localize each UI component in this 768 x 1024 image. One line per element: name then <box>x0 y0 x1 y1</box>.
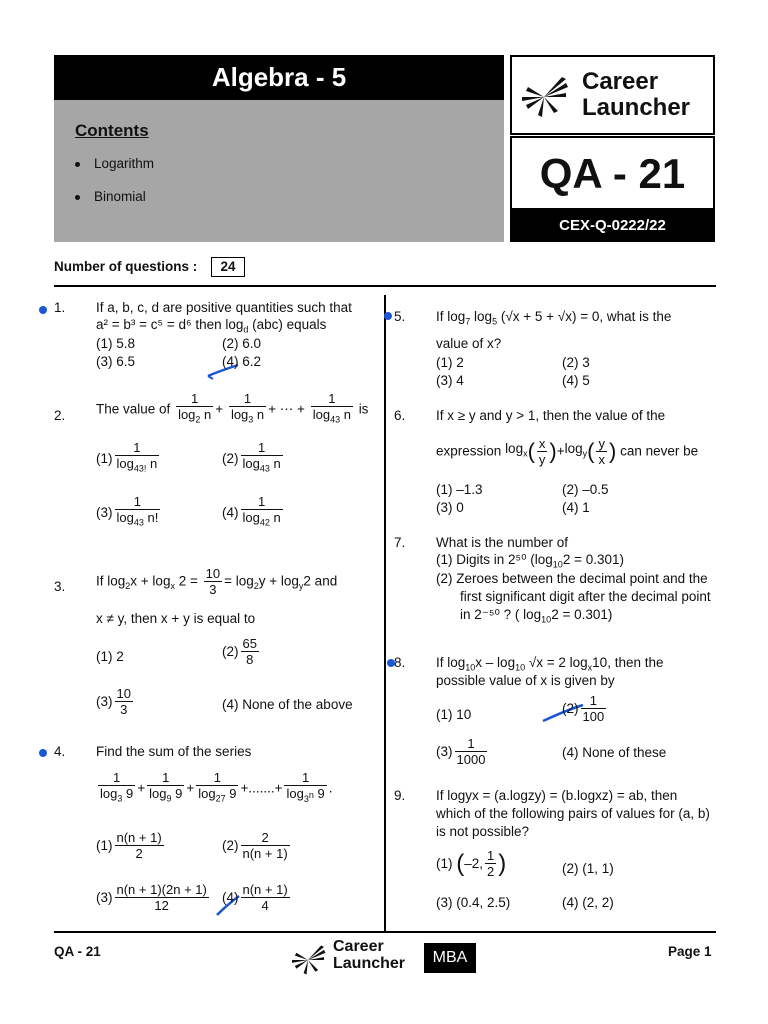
q8-line2: possible value of x is given by <box>436 673 615 688</box>
q3-option-1: (1) 2 <box>96 649 124 664</box>
q2-option-3: (3) $\frac{1}{\log_{43} n!}$ <box>96 494 162 531</box>
q5-option-2: (2) 3 <box>562 355 590 370</box>
mark-dot <box>39 749 47 757</box>
q6-option-1: (1) –1.3 <box>436 482 483 497</box>
footer-page-number: Page 1 <box>668 944 712 959</box>
q1-number: 1. <box>54 300 66 315</box>
q8-number: 8. <box>394 655 406 670</box>
q1-option-2: (2) 6.0 <box>222 336 262 351</box>
q4-line1: Find the sum of the series <box>96 744 252 759</box>
q4-option-3: (3) $\frac{n(n + 1)(2n + 1)}{12}$ <box>96 882 207 913</box>
contents-item-binomial: Binomial <box>75 189 146 204</box>
q1-line1: If a, b, c, d are positive quantities such that <box>96 300 352 315</box>
q6-option-2: (2) –0.5 <box>562 482 609 497</box>
q5-option-4: (4) 5 <box>562 373 590 388</box>
footer-divider <box>54 931 716 933</box>
q5-number: 5. <box>394 309 406 324</box>
q9-line2: which of the following pairs of values for (a, b) <box>436 806 710 821</box>
brand-logo-box <box>510 55 715 135</box>
brand-line-1: Career <box>582 68 659 95</box>
q2-stem: The value of $\frac{1}{\log_2 n}$ + $\frac{1}{\log_3 n}$ + ⋯ + $\frac{1}{\log_{43} n}$ is <box>96 391 376 428</box>
q5-line2: value of x? <box>436 336 502 351</box>
q9-option-3: (3) (0.4, 2.5) <box>436 895 511 910</box>
num-questions-label: Number of questions : <box>54 259 198 274</box>
contents-heading: Contents <box>75 121 149 140</box>
q8-option-3: (3) $\frac{1}{1000}$ <box>436 736 486 767</box>
q4-number: 4. <box>54 744 66 759</box>
q4-option-1: (1) $\frac{n(n + 1)}{2}$ <box>96 830 162 861</box>
contents-item-logarithm: Logarithm <box>75 156 154 171</box>
page-title: Algebra - 5 <box>54 55 504 100</box>
q3-number: 3. <box>54 579 66 594</box>
q3-option-4: (4) None of the above <box>222 697 353 712</box>
q6-line2: expression $\log_x$( $\frac{x}{y}$ )$+\log_y$( $\frac{y}{x}$ ) can never be <box>436 436 699 467</box>
qa-code: QA - 21 <box>510 136 715 210</box>
q1-line2: a² = b³ = c⁵ = d⁶ then $\log_d (abc)$ equals <box>96 317 327 335</box>
footer-qa-code: QA - 21 <box>54 944 101 959</box>
q4-option-4: (4) $\frac{n(n + 1)}{4}$ <box>222 882 288 913</box>
q2-option-1: (1) $\frac{1}{\log_{43!} n}$ <box>96 440 161 477</box>
q7-part1: (1) Digits in 2⁵⁰ $(\log_{10}2 = 0.301)$ <box>436 552 624 570</box>
footer-mba-tag: MBA <box>424 943 476 973</box>
q5-line1: If $\log_7 \log_5 (√x + 5 + √x) = 0$, what is the <box>436 309 672 327</box>
q9-line3: is not possible? <box>436 824 530 839</box>
paper-code: CEX-Q-0222/22 <box>510 210 715 242</box>
q8-option-4: (4) None of these <box>562 745 667 760</box>
q3-line2: x ≠ y, then x + y is equal to <box>96 611 256 626</box>
mark-dot <box>384 312 392 320</box>
q7-part2-line2: first significant digit after the decimal point <box>460 589 711 604</box>
q6-option-4: (4) 1 <box>562 500 590 515</box>
q8-option-2: (2) $\frac{1}{100}$ <box>562 693 605 724</box>
q7-part2-line3: in 2⁻⁵⁰ ? ( $\log_{10}2 = 0.301$) <box>460 607 613 625</box>
q7-line1: What is the number of <box>436 535 569 550</box>
q9-option-2: (2) (1, 1) <box>562 861 614 876</box>
q9-option-1: (1) (–2, $\frac{1}{2}$ ) <box>436 848 507 879</box>
brand-line-2: Launcher <box>582 94 691 121</box>
q1-option-4: (4) 6.2 <box>222 354 262 369</box>
q1-option-1: (1) 5.8 <box>96 336 136 351</box>
q3-option-2: (2) $\frac{65}{8}$ <box>222 636 257 667</box>
mark-dot <box>39 306 47 314</box>
q6-line1: If x ≥ y and y > 1, then the value of the <box>436 408 666 423</box>
q4-option-2: (2) $\frac{2}{n(n + 1)}$ <box>222 830 288 861</box>
footer-brand-line-1: Career <box>333 938 384 955</box>
q9-option-4: (4) (2, 2) <box>562 895 614 910</box>
q7-number: 7. <box>394 535 406 550</box>
q3-line1: If $\log_2x + \log_x 2$ = $\frac{10}{3}$ = $\log_2y + \log_y2$ and <box>96 566 338 597</box>
top-divider <box>54 285 716 287</box>
career-launcher-logo-icon <box>518 75 570 119</box>
q8-line1: If $\log_{10}x - \log_{10} √x = 2$ $\log_x10$, then the <box>436 655 664 673</box>
q5-option-1: (1) 2 <box>436 355 464 370</box>
q9-number: 9. <box>394 788 406 803</box>
q2-option-2: (2) $\frac{1}{\log_{43} n}$ <box>222 440 285 477</box>
q1-option-3: (3) 6.5 <box>96 354 136 369</box>
footer-brand-line-2: Launcher <box>333 955 406 972</box>
q8-option-1: (1) 10 <box>436 707 472 722</box>
q9-line1: If logyx = (a.logzy) = (b.logxz) = ab, then <box>436 788 678 803</box>
q2-option-4: (4) $\frac{1}{\log_{42} n}$ <box>222 494 285 531</box>
q6-option-3: (3) 0 <box>436 500 464 515</box>
q6-number: 6. <box>394 408 406 423</box>
num-questions-value: 24 <box>211 257 245 277</box>
q7-part2-line1: (2) Zeroes between the decimal point and the <box>436 571 708 586</box>
column-divider <box>384 295 386 932</box>
q2-number: 2. <box>54 408 66 423</box>
q4-series: $\frac{1}{\log_3 9}$ + $\frac{1}{\log_9 9}$ + $\frac{1}{\log_{27} 9}$ +.......+ $\frac{1}{\log_{3^n} 9}$ . <box>96 770 332 807</box>
career-launcher-logo-icon <box>288 944 328 976</box>
q3-option-3: (3) $\frac{10}{3}$ <box>96 686 131 717</box>
q5-option-3: (3) 4 <box>436 373 464 388</box>
